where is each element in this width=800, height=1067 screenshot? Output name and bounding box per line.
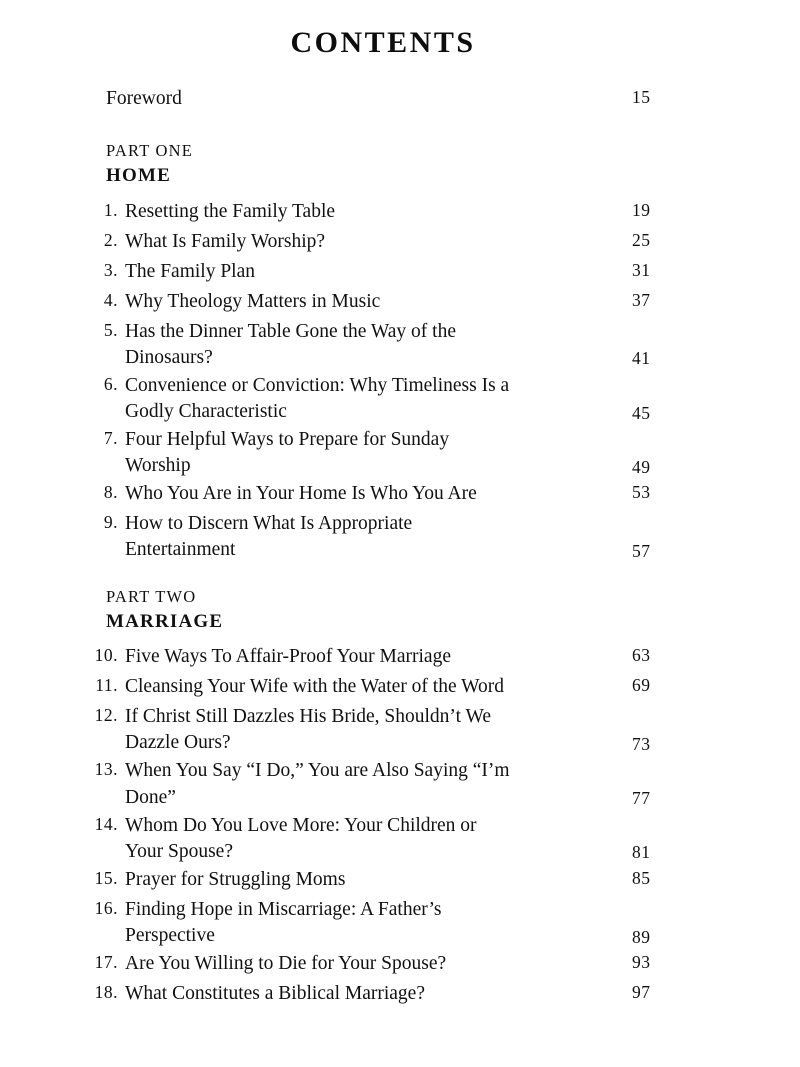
toc-entry-title-line1: Whom Do You Love More: Your Children or — [125, 814, 477, 836]
toc-entry-number: 11. — [95, 675, 118, 696]
toc-entry-number: 18. — [94, 982, 118, 1003]
toc-entry-title-line2: Dinosaurs? — [125, 346, 213, 368]
toc-entry-title-line2: Entertainment — [125, 539, 236, 561]
toc-entry-page: 89 — [632, 926, 651, 947]
toc-entry-8[interactable] — [78, 481, 688, 509]
toc-entry-number: 9. — [103, 512, 118, 533]
part-label: PART TWO — [106, 586, 197, 606]
toc-entry-11[interactable] — [78, 674, 688, 702]
toc-entry-title: Are You Willing to Die for Your Spouse? — [125, 953, 447, 975]
toc-entry-page: 53 — [632, 482, 651, 503]
toc-entry-page: 69 — [632, 675, 651, 696]
toc-entry-number: 12. — [94, 705, 118, 726]
toc-entry-title — [125, 704, 632, 756]
toc-entry-title-line1: When You Say “I Do,” You are Also Saying “I’m — [125, 760, 510, 782]
toc-entry-page: 19 — [632, 199, 651, 220]
page-title: CONTENTS — [290, 26, 476, 59]
toc-entry-title: What Constitutes a Biblical Marriage? — [125, 983, 425, 1005]
table-of-contents — [78, 86, 688, 1009]
toc-entry-page: 73 — [632, 733, 651, 754]
toc-entry-number: 13. — [94, 759, 118, 780]
toc-entry-page: 85 — [632, 867, 651, 888]
toc-entry-page: 15 — [632, 87, 651, 107]
toc-entry-number: 4. — [103, 289, 118, 310]
part-name: MARRIAGE — [106, 610, 224, 632]
toc-entry-page: 57 — [632, 541, 651, 562]
toc-entry-title-line1: Four Helpful Ways to Prepare for Sunday — [125, 429, 450, 451]
toc-entry-title-line2: Worship — [125, 455, 191, 477]
toc-entry-5[interactable] — [78, 319, 688, 371]
toc-entry-title-line2: Perspective — [125, 925, 215, 946]
toc-entry-page: 93 — [632, 952, 651, 973]
toc-entry-title-line1: Finding Hope in Miscarriage: A Father’s — [125, 898, 442, 920]
toc-entry-14[interactable] — [78, 813, 688, 865]
toc-entry-page: 63 — [632, 645, 651, 666]
toc-entry-number: 10. — [94, 645, 118, 666]
toc-entry-title: Foreword — [106, 88, 182, 109]
toc-entry-page: 81 — [632, 842, 651, 863]
toc-entry-title-line2: Godly Characteristic — [125, 400, 287, 422]
toc-entry-title: Why Theology Matters in Music — [125, 290, 381, 312]
toc-entry-title — [125, 813, 632, 865]
toc-entry-number: 1. — [103, 199, 118, 220]
toc-entry-6[interactable] — [78, 373, 688, 425]
part-heading-two — [78, 586, 688, 635]
toc-entry-title-line2: Your Spouse? — [125, 840, 233, 862]
toc-entry-page: 77 — [632, 788, 651, 809]
toc-entry-title: Who You Are in Your Home Is Who You Are — [125, 483, 477, 505]
toc-entry-15[interactable] — [78, 867, 688, 895]
toc-entry-page: 25 — [632, 229, 651, 250]
toc-entry-4[interactable] — [78, 289, 688, 317]
toc-entry-number: 14. — [94, 813, 118, 834]
toc-entry-title-line1: How to Discern What Is Appropriate — [125, 513, 413, 535]
toc-entry-number: 16. — [94, 897, 118, 918]
toc-entry-number: 6. — [103, 373, 118, 394]
toc-entry-3[interactable] — [78, 259, 688, 287]
toc-entry-10[interactable] — [78, 644, 688, 672]
toc-entry-page: 41 — [632, 348, 651, 369]
toc-entry-title-line1: Convenience or Conviction: Why Timeliness Is a — [125, 374, 510, 396]
toc-entry-16[interactable] — [78, 897, 688, 949]
toc-entry-title: What Is Family Worship? — [125, 230, 326, 252]
toc-entry-title-line2: Done” — [125, 786, 176, 808]
toc-entry-title-line1: Has the Dinner Table Gone the Way of the — [125, 320, 456, 342]
toc-entry-title: Prayer for Struggling Moms — [125, 868, 346, 890]
toc-entry-title-line2: Dazzle Ours? — [125, 732, 231, 754]
toc-entry-17[interactable] — [78, 951, 688, 979]
toc-entry-number: 3. — [103, 259, 118, 280]
toc-entry-title — [125, 511, 632, 563]
toc-entry-page: 49 — [632, 456, 651, 477]
toc-entry-number: 15. — [94, 867, 118, 888]
toc-entry-page: 45 — [632, 402, 651, 423]
toc-entry-title — [125, 897, 632, 949]
toc-entry-12[interactable] — [78, 704, 688, 756]
toc-entry-page: 31 — [632, 259, 651, 280]
toc-entry-number: 17. — [94, 952, 118, 973]
toc-entry-title: Cleansing Your Wife with the Water of the Word — [125, 676, 504, 698]
toc-entry-number: 7. — [103, 428, 118, 449]
toc-entry-page: 37 — [632, 289, 651, 310]
toc-entry-number: 5. — [103, 319, 118, 340]
toc-entry-title: Five Ways To Affair-Proof Your Marriage — [125, 646, 451, 668]
toc-entry-9[interactable] — [78, 511, 688, 563]
toc-entry-2[interactable] — [78, 229, 688, 257]
toc-entry-13[interactable] — [78, 758, 688, 810]
part-name: HOME — [106, 165, 171, 187]
toc-entry-page: 97 — [632, 982, 651, 1003]
toc-entry-7[interactable] — [78, 427, 688, 479]
toc-entry-title — [125, 758, 632, 810]
toc-entry-number: 8. — [103, 482, 118, 503]
toc-entry-title — [125, 427, 632, 479]
toc-entry-18[interactable] — [78, 981, 688, 1009]
toc-entry-title: Resetting the Family Table — [125, 200, 336, 222]
part-label: PART ONE — [106, 141, 194, 160]
toc-entry-title — [125, 319, 632, 371]
toc-entry-title-line1: If Christ Still Dazzles His Bride, Shouldn’t We — [125, 706, 492, 728]
toc-entry-number: 2. — [103, 229, 118, 250]
toc-entry-foreword[interactable] — [78, 86, 688, 114]
toc-entry-title: The Family Plan — [125, 260, 255, 282]
toc-entry-title — [125, 373, 632, 425]
part-heading-one — [78, 140, 688, 189]
toc-entry-1[interactable] — [78, 199, 688, 227]
